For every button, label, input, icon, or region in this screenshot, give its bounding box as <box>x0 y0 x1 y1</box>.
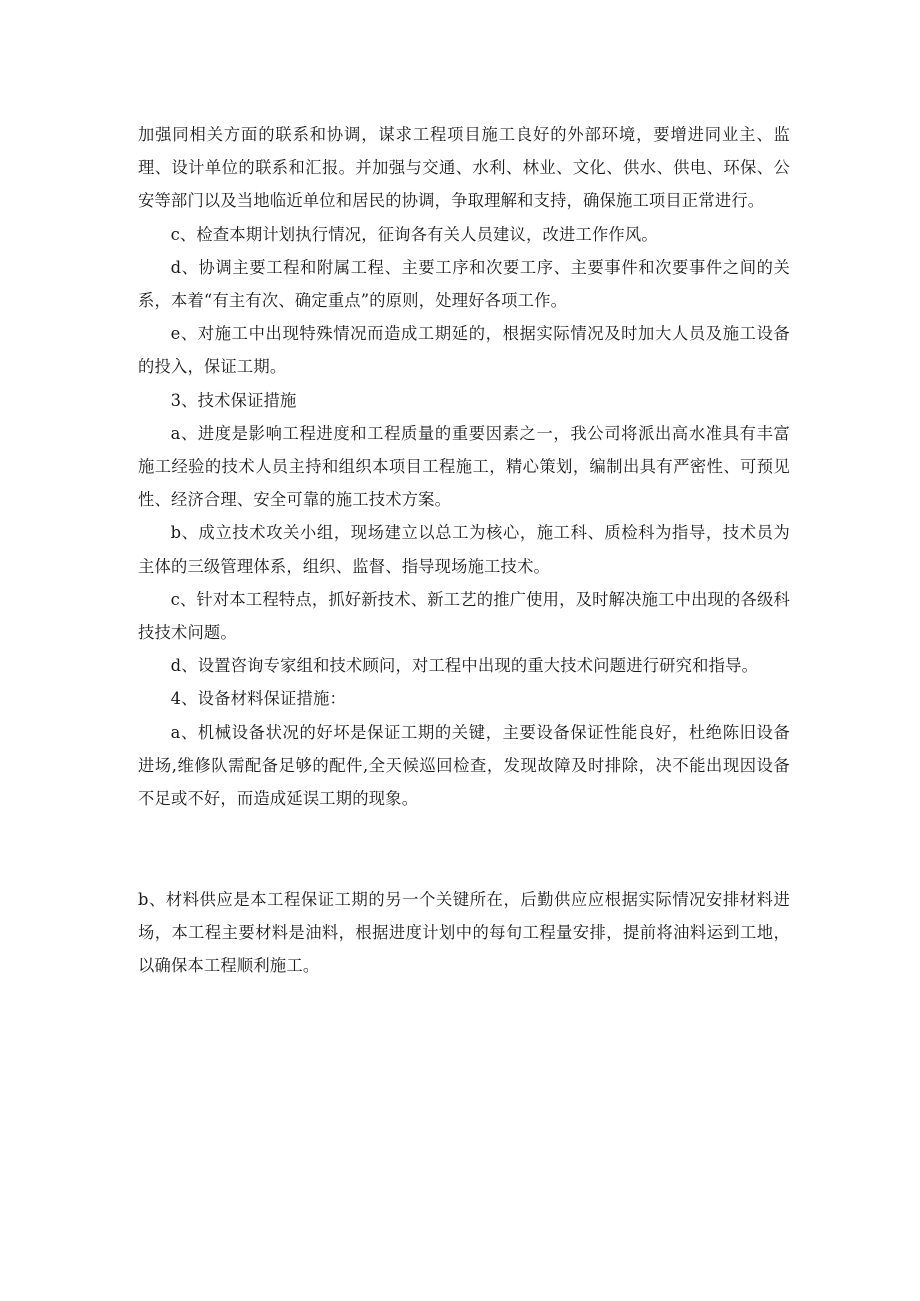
document-tail <box>138 883 790 983</box>
paragraph-external-coordination: 加强同相关方面的联系和协调，谋求工程项目施工良好的外部环境，要增进同业主、监理、设计单位的联系和汇报。并加强与交通、水利、林业、文化、供水、供电、环保、公安等部门以及当地临近单位和居民的协调，争取理解和支持，确保施工项目正常进行。 <box>138 125 790 211</box>
paragraph-b-tech-team: b、成立技术攻关小组，现场建立以总工为核心，施工科、质检科为指导，技术员为主体的三级管理体系，组织、监督、指导现场施工技术。 <box>138 523 790 576</box>
paragraph-d-coordinate-works: d、协调主要工程和附属工程、主要工序和次要工序、主要事件和次要事件之间的关系，本着“有主有次、确定重点”的原则，处理好各项工作。 <box>138 257 790 311</box>
heading-technical-measures: 3、技术保证措施 <box>170 390 297 410</box>
paragraph-a-machinery: a、机械设备状况的好坏是保证工期的关键，主要设备保证性能良好，杜绝陈旧设备进场,维修队需配备足够的配件,全天候巡回检查，发现故障及时排除，决不能出现因设备不足或不好，而造成延误工期的现象。 <box>138 722 790 809</box>
heading-equipment-materials: 4、设备材料保证措施： <box>170 689 346 709</box>
paragraph-c-check-plan: c、检查本期计划执行情况，征询各有关人员建议，改进工作作风。 <box>170 224 658 244</box>
paragraph-e-special-situations: e、对施工中出现特殊情况而造成工期延的，根据实际情况及时加大人员及施工设备的投入，保证工期。 <box>138 324 790 377</box>
paragraph-d-expert-group: d、设置咨询专家组和技术顾问，对工程中出现的重大技术问题进行研究和指导。 <box>170 656 759 676</box>
paragraph-c-new-technology: c、针对本工程特点，抓好新技术、新工艺的推广使用，及时解决施工中出现的各级科技技术问题。 <box>138 589 790 643</box>
document-body <box>138 118 790 815</box>
paragraph-b-material-supply: b、材料供应是本工程保证工期的另一个关键所在，后勤供应应根据实际情况安排材料进场，本工程主要材料是油料，根据进度计划中的每旬工程量安排，提前将油料运到工地，以确保本工程顺利施工。 <box>138 890 790 976</box>
paragraph-a-technical-staff: a、进度是影响工程进度和工程质量的重要因素之一，我公司将派出高水准具有丰富施工经验的技术人员主持和组织本项目工程施工，精心策划，编制出具有严密性、可预见性、经济合理、安全可靠的施工技术方案。 <box>138 423 790 510</box>
